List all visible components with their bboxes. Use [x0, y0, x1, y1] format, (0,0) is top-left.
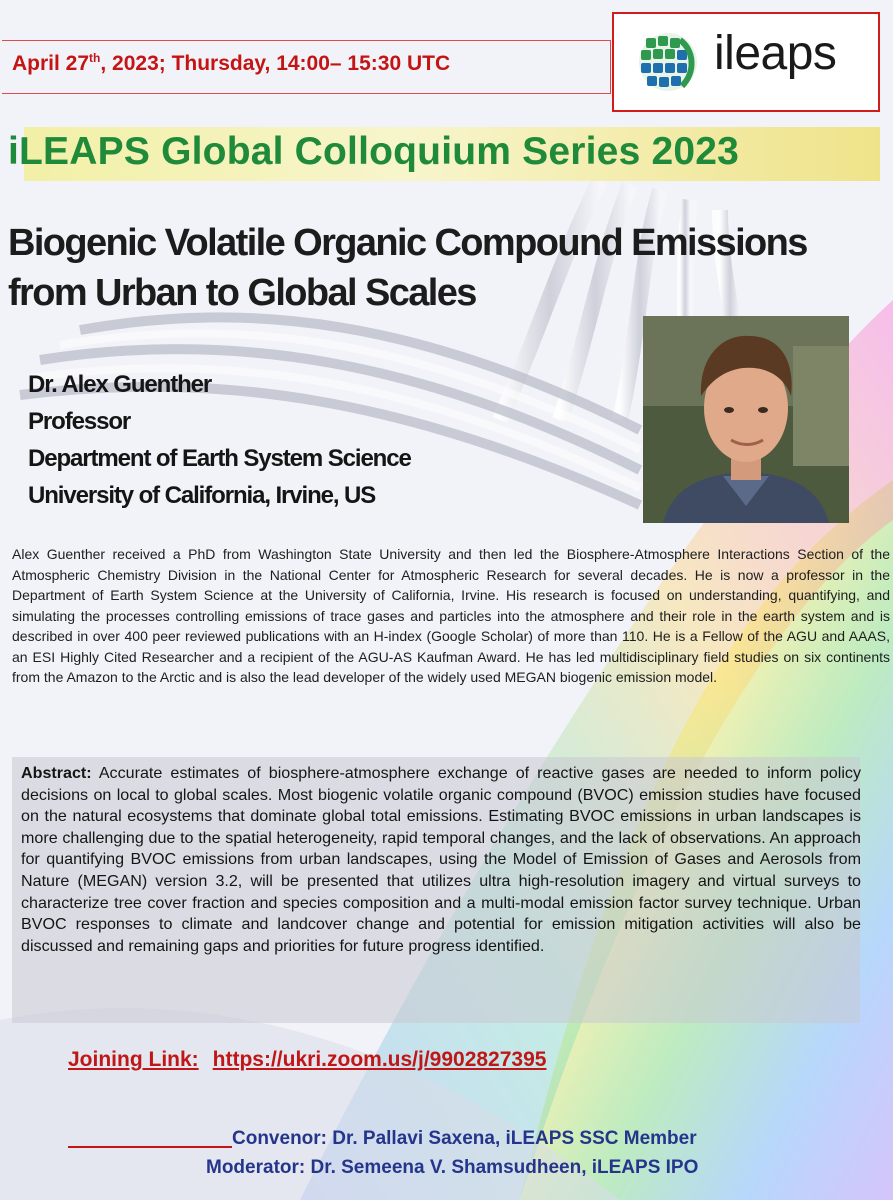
logo-text: ileaps — [714, 27, 837, 80]
convenor: Convenor: Dr. Pallavi Saxena, iLEAPS SSC Member — [232, 1128, 697, 1149]
abstract-text: Accurate estimates of biosphere-atmosphere exchange of reactive gases are needed to inform policy decisions on local to global scales. Most biogenic volatile organic compound (BVOC) emission studies have focused on the natural ecosystems that dominate global total emissions. Estimating BVOC emissions in urban landscapes is more challenging due to the spatial heterogeneity, rapid temporal changes, and the lack of observations. An approach for quantifying BVOC emissions from urban landscapes, using the Model of Emission of Gases and Aerosols from Nature (MEGAN) version 3.2, will be presented that utilizes ultra high-resolution imagery and virtual surveys to characterize tree cover fraction and species composition and a multi-modal emission factor survey technique. Urban BVOC responses to climate and landcover change and potential for emission mitigation activities will also be discussed and remaining gaps and priorities for future progress identified. — [21, 764, 861, 955]
joining-link[interactable] — [68, 1048, 546, 1072]
speaker-info — [28, 366, 411, 514]
speaker-name: Dr. Alex Guenther — [28, 371, 212, 398]
speaker-department: Department of Earth System Science — [28, 445, 411, 472]
date-suffix: , 2023; Thursday, 14:00– 15:30 UTC — [100, 52, 451, 75]
talk-title: Biogenic Volatile Organic Compound Emissions from Urban to Global Scales — [8, 222, 807, 314]
date-prefix: April 27 — [12, 52, 90, 75]
date-superscript: th — [89, 51, 101, 65]
speaker-position: Professor — [28, 408, 131, 435]
speaker-bio: Alex Guenther received a PhD from Washington State University and then led the Biosphere-Atmosphere Interactions Section of the Atmospheric Chemistry Division in the National Center for Atmospheric Research for several decades. He is now a professor in the Department of Earth System Science at the University of California, Irvine. His research is focused on understanding, quantifying, and simulating the processes controlling emissions of trace gases and particles into the atmosphere and their role in the earth system and is described in over 400 peer reviewed publications with an H-index (Google Scholar) of more than 110. He is a Fellow of the AGU and AAAS, an ESI Highly Cited Researcher and a recipient of the AGU-AS Kaufman Award. He has led multidisciplinary field studies on six continents from the Amazon to the Arctic and is also the lead developer of the widely used MEGAN biogenic emission model. — [12, 546, 890, 685]
joining-link-url[interactable]: https://ukri.zoom.us/j/9902827395 — [212, 1048, 547, 1071]
abstract-label: Abstract: — [21, 764, 92, 782]
convenor-divider — [68, 1146, 232, 1148]
series-title: iLEAPS Global Colloquium Series 2023 — [8, 130, 740, 173]
ileaps-logo — [612, 12, 880, 112]
abstract — [21, 763, 861, 957]
speaker-photo — [643, 316, 849, 523]
moderator: Moderator: Dr. Semeena V. Shamsudheen, iLEAPS IPO — [206, 1157, 699, 1178]
event-date — [12, 51, 450, 76]
speaker-institution: University of California, Irvine, US — [28, 482, 376, 509]
globe-icon — [636, 30, 700, 94]
joining-link-label: Joining Link: — [68, 1048, 199, 1071]
